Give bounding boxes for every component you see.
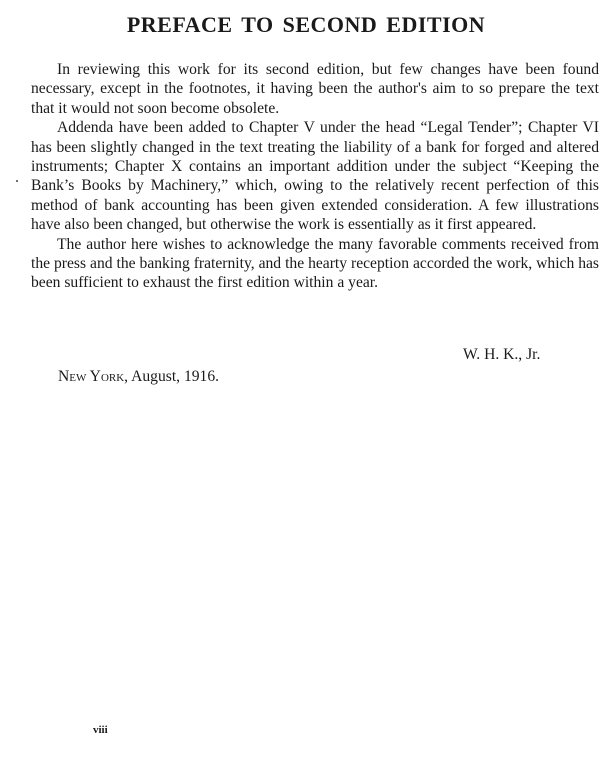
page-title: PREFACE TO SECOND EDITION [126,12,486,37]
paragraph-3: The author here wishes to acknowledge the many favorable comments received from the press and the banking fraternity, and the hearty reception accorded the work, which has been sufficient to exhaust the first edition within a year. [31,235,599,292]
author-signature: W. H. K., Jr. [463,346,541,363]
paragraph-2: Addenda have been added to Chapter V under the head “Legal Tender”; Chapter VI has been slightly changed in the text treating the liability of a bank for forged and altered instruments; Chapter X contains an important addition under the subject “Keeping the Bank’s Books by Machinery,” which, owing to the relatively recent perfection of this method of bank accounting has been given extended consideration. A few illustrations have also been changed, but otherwise the work is essentially as it first appeared. [31,119,599,234]
dateline [58,368,219,386]
margin-mark [16,180,18,182]
dateline-place: New York [58,368,125,385]
page-number: viii [93,724,108,736]
dateline-date: , August, 1916. [124,368,220,385]
preface-body [31,60,599,293]
paragraph-1: In reviewing this work for its second edition, but few changes have been found necessary, except in the footnotes, it having been the author's aim to so prepare the text that it would not soon become obsolete. [31,61,599,117]
